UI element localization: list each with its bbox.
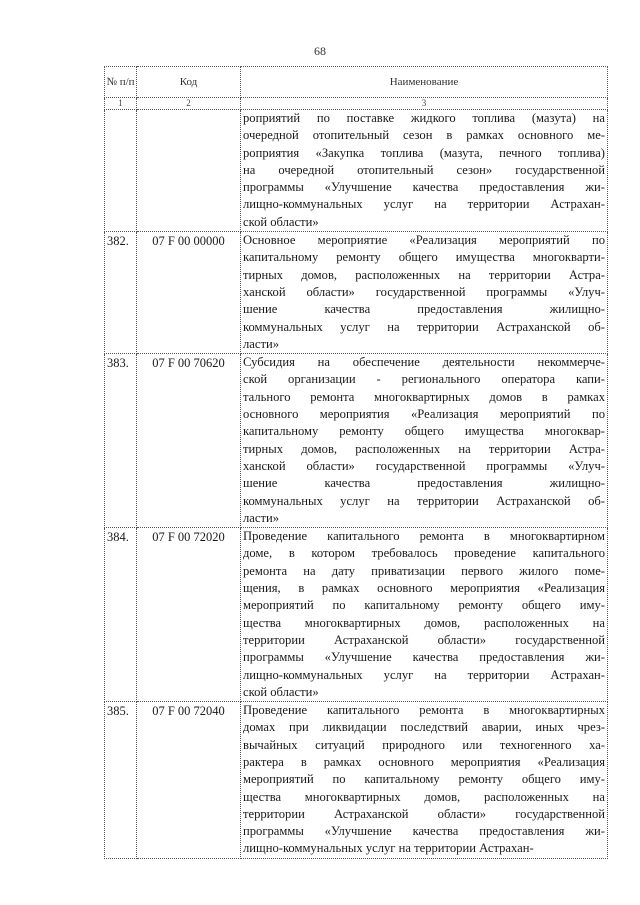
row-name-line: территории Астраханской области» государственной: [243, 632, 605, 647]
row-name-line: домах при ликвидации последствий аварии, иных чрез-: [243, 720, 605, 735]
row-name-line: основного мероприятия «Реализация мероприятий по: [243, 407, 605, 422]
row-name-line: Проведение капитального ремонта в многоквартирных: [243, 703, 605, 718]
row-name-line: доме, в котором требовалось проведение капитального: [243, 546, 605, 561]
row-code: [137, 110, 241, 232]
row-name-line: программы «Улучшение качества предоставления жи-: [243, 824, 605, 839]
column-index: 2: [137, 98, 241, 110]
row-name: [241, 528, 608, 702]
row-name-line: на очередной отопительный сезон» государственной: [243, 162, 605, 177]
row-name-line: тирных домов, расположенных на территории Астра-: [243, 441, 605, 456]
row-name-line: шение качества предоставления жилищно-: [243, 302, 605, 317]
row-name-line: ской области»: [243, 684, 319, 699]
row-number: 384.: [105, 528, 137, 702]
row-name-line: роприятий по поставке жидкого топлива (мазута) на: [243, 111, 605, 125]
row-code: 07 F 00 70620: [137, 354, 241, 528]
row-name-line: роприятия «Закупка топлива (мазута, печного топлива): [243, 145, 605, 160]
table-row: [105, 528, 608, 702]
row-number: [105, 110, 137, 232]
row-name: [241, 354, 608, 528]
row-name-line: Основное мероприятие «Реализация мероприятий по: [243, 233, 605, 248]
column-index-row: [105, 98, 608, 110]
row-name-line: лищно-коммунальных услуг на территории Астрахан-: [243, 197, 605, 212]
row-name-line: программы «Улучшение качества предоставления жи-: [243, 180, 605, 195]
row-name-line: щества многоквартирных домов, расположенных на: [243, 615, 605, 630]
row-name: [241, 702, 608, 859]
row-code: 07 F 00 72040: [137, 702, 241, 859]
table-row: [105, 354, 608, 528]
header-name: Наименование: [241, 67, 608, 98]
row-name-line: мероприятий по капитальному ремонту общего иму-: [243, 772, 605, 787]
row-name-line: коммунальных услуг на территории Астраханской об-: [243, 493, 605, 508]
row-name-line: Субсидия на обеспечение деятельности некоммерче-: [243, 355, 605, 370]
page-number: 68: [314, 44, 326, 58]
row-name: [241, 232, 608, 354]
row-code: 07 F 00 00000: [137, 232, 241, 354]
row-number: 382.: [105, 232, 137, 354]
row-name-line: лищно-коммунальных услуг на территории Астрахан-: [243, 667, 605, 682]
table-row-continuation: [105, 110, 608, 232]
column-index: 1: [105, 98, 137, 110]
row-name-line: ханской области» государственной программы «Улуч-: [243, 458, 605, 473]
row-number: 385.: [105, 702, 137, 859]
column-index: 3: [241, 98, 608, 110]
row-name: [241, 110, 608, 232]
row-name-line: мероприятий по капитальному ремонту общего иму-: [243, 598, 605, 613]
table-body: [105, 110, 608, 859]
header-code: Код: [137, 67, 241, 98]
row-name-line: капитальному ремонту общего имущества многоквар-: [243, 424, 605, 439]
row-name-line: территории Астраханской области» государственной: [243, 806, 605, 821]
row-name-line: ханской области» государственной программы «Улуч-: [243, 284, 605, 299]
row-name-line: капитальному ремонту общего имущества многокварти-: [243, 250, 605, 265]
row-name-line: очередной отопительный сезон в рамках основного ме-: [243, 128, 605, 143]
row-name-line: ласти»: [243, 336, 280, 351]
budget-code-table: [104, 66, 608, 859]
row-name-line: ской организации - регионального оператора капи-: [243, 372, 605, 387]
row-name-line: лищно-коммунальных услуг на территории Астрахан-: [243, 841, 534, 856]
table-row: [105, 232, 608, 354]
row-name-line: Проведение капитального ремонта в многоквартирном: [243, 529, 605, 544]
row-name-line: тирных домов, расположенных на территории Астра-: [243, 267, 605, 282]
row-name-line: щения, в рамках основного мероприятия «Реализация: [243, 581, 605, 596]
row-name-line: вычайных ситуаций природного или техногенного ха-: [243, 737, 605, 752]
row-name-line: ской области»: [243, 214, 319, 229]
row-code: 07 F 00 72020: [137, 528, 241, 702]
row-name-line: шение качества предоставления жилищно-: [243, 476, 605, 491]
row-name-line: программы «Улучшение качества предоставления жи-: [243, 650, 605, 665]
row-name-line: коммунальных услуг на территории Астраханской об-: [243, 319, 605, 334]
table-row: [105, 702, 608, 859]
row-name-line: ремонта на дату приватизации первого жилого поме-: [243, 563, 605, 578]
row-name-line: тального ремонта многоквартирных домов в рамках: [243, 389, 605, 404]
row-name-line: щества многоквартирных домов, расположенных на: [243, 789, 605, 804]
row-name-line: рактера в рамках основного мероприятия «Реализация: [243, 754, 605, 769]
row-name-line: ласти»: [243, 510, 280, 525]
header-num: № п/п: [105, 67, 137, 98]
row-number: 383.: [105, 354, 137, 528]
table-header-row: [105, 67, 608, 98]
